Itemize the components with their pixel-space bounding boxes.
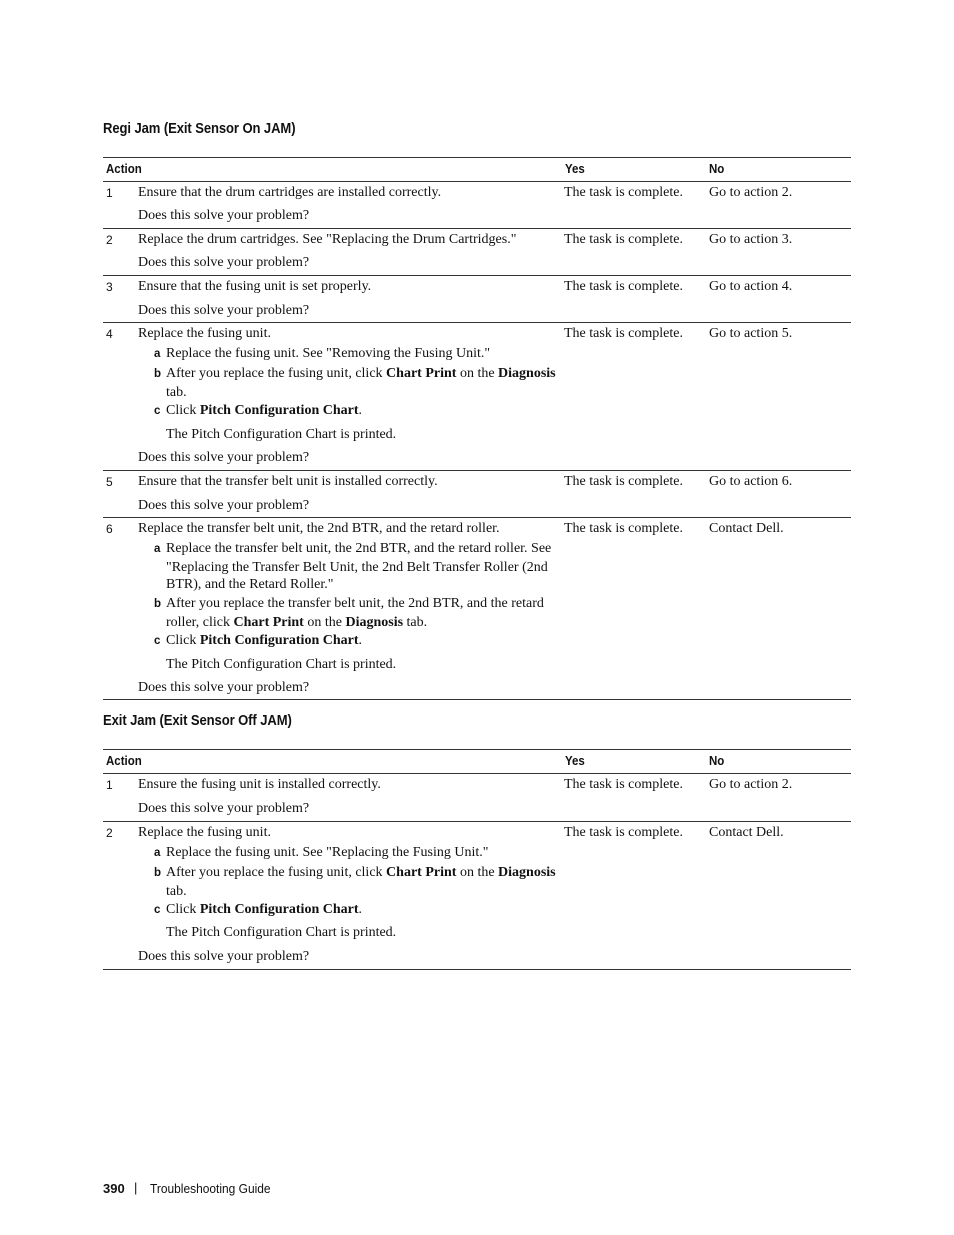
- action-number: 3: [106, 280, 113, 294]
- question-text: Does this solve your problem?: [138, 208, 310, 223]
- substep-b: b After you replace the transfer belt unit, the 2nd BTR, and the retard roller, click Chart Print on the Diagnosis tab.: [154, 596, 544, 630]
- header-yes: Yes: [565, 162, 585, 176]
- substep-a: a Replace the fusing unit. See "Removing the Fusing Unit.": [154, 346, 491, 361]
- substep-a: a Replace the fusing unit. See "Replacing the Fusing Unit.": [154, 845, 489, 860]
- action-text: Ensure the fusing unit is installed correctly.: [138, 777, 381, 792]
- action-text: Ensure that the fusing unit is set properly.: [138, 279, 372, 294]
- yes-cell: The task is complete.: [564, 521, 683, 536]
- action-number: 2: [106, 826, 113, 840]
- action-text: Replace the transfer belt unit, the 2nd BTR, and the retard roller.: [138, 521, 500, 536]
- action-number: 5: [106, 475, 113, 489]
- no-cell: Go to action 6.: [709, 474, 793, 489]
- troubleshooting-table: [103, 749, 851, 970]
- no-cell: Contact Dell.: [709, 825, 784, 840]
- action-text: Replace the fusing unit.: [138, 326, 271, 341]
- question-text: Does this solve your problem?: [138, 801, 310, 816]
- no-cell: Go to action 5.: [709, 326, 793, 341]
- yes-cell: The task is complete.: [564, 777, 683, 792]
- printed-note: The Pitch Configuration Chart is printed.: [166, 925, 397, 940]
- substep-b: b After you replace the fusing unit, click Chart Print on the Diagnosis tab.: [154, 865, 556, 899]
- substep-c: c Click Pitch Configuration Chart.: [154, 902, 363, 917]
- table-row: [103, 229, 851, 276]
- header-no: No: [709, 754, 725, 768]
- action-text: Ensure that the transfer belt unit is installed correctly.: [138, 474, 438, 489]
- table-row: [103, 323, 851, 471]
- question-text: Does this solve your problem?: [138, 498, 310, 513]
- substep-a: a Replace the transfer belt unit, the 2nd BTR, and the retard roller. See "Replacing the Transfer Belt Unit, the 2nd Belt Transfer Roller (2nd BTR), and the Retard Roller.": [154, 541, 552, 592]
- printed-note: The Pitch Configuration Chart is printed.: [166, 427, 397, 442]
- question-text: Does this solve your problem?: [138, 303, 310, 318]
- footer-separator: |: [134, 1180, 138, 1195]
- printed-note: The Pitch Configuration Chart is printed.: [166, 657, 397, 672]
- no-cell: Contact Dell.: [709, 521, 784, 536]
- table-row: [103, 518, 851, 700]
- header-yes: Yes: [565, 754, 585, 768]
- table-row: [103, 822, 851, 970]
- table-row: [103, 774, 851, 822]
- no-cell: Go to action 2.: [709, 185, 793, 200]
- action-number: 4: [106, 327, 113, 341]
- substep-b: b After you replace the fusing unit, click Chart Print on the Diagnosis tab.: [154, 366, 556, 400]
- action-number: 1: [106, 778, 113, 792]
- yes-cell: The task is complete.: [564, 326, 683, 341]
- header-no: No: [709, 162, 725, 176]
- question-text: Does this solve your problem?: [138, 680, 310, 695]
- no-cell: Go to action 2.: [709, 777, 793, 792]
- substep-c: c Click Pitch Configuration Chart.: [154, 403, 363, 418]
- no-cell: Go to action 3.: [709, 232, 793, 247]
- action-text: Ensure that the drum cartridges are installed correctly.: [138, 185, 442, 200]
- substep-c: c Click Pitch Configuration Chart.: [154, 633, 363, 648]
- section-title: Exit Jam (Exit Sensor Off JAM): [103, 713, 292, 729]
- action-text: Replace the drum cartridges. See "Replacing the Drum Cartridges.": [138, 232, 517, 247]
- header-action: Action: [106, 754, 142, 768]
- table-header: [103, 157, 851, 182]
- page-number: 390: [103, 1181, 125, 1196]
- yes-cell: The task is complete.: [564, 474, 683, 489]
- yes-cell: The task is complete.: [564, 185, 683, 200]
- yes-cell: The task is complete.: [564, 232, 683, 247]
- table-row: [103, 276, 851, 323]
- yes-cell: The task is complete.: [564, 279, 683, 294]
- section-title: Regi Jam (Exit Sensor On JAM): [103, 121, 296, 137]
- question-text: Does this solve your problem?: [138, 450, 310, 465]
- page-footer: [103, 1180, 271, 1196]
- no-cell: Go to action 4.: [709, 279, 793, 294]
- question-text: Does this solve your problem?: [138, 949, 310, 964]
- table-header: [103, 749, 851, 774]
- troubleshooting-table: [103, 157, 851, 700]
- action-text: Replace the fusing unit.: [138, 825, 271, 840]
- table-row: [103, 471, 851, 518]
- table-row: [103, 182, 851, 229]
- yes-cell: The task is complete.: [564, 825, 683, 840]
- action-number: 1: [106, 186, 113, 200]
- action-number: 2: [106, 233, 113, 247]
- question-text: Does this solve your problem?: [138, 255, 310, 270]
- action-number: 6: [106, 522, 113, 536]
- header-action: Action: [106, 162, 142, 176]
- footer-label: Troubleshooting Guide: [150, 1181, 271, 1196]
